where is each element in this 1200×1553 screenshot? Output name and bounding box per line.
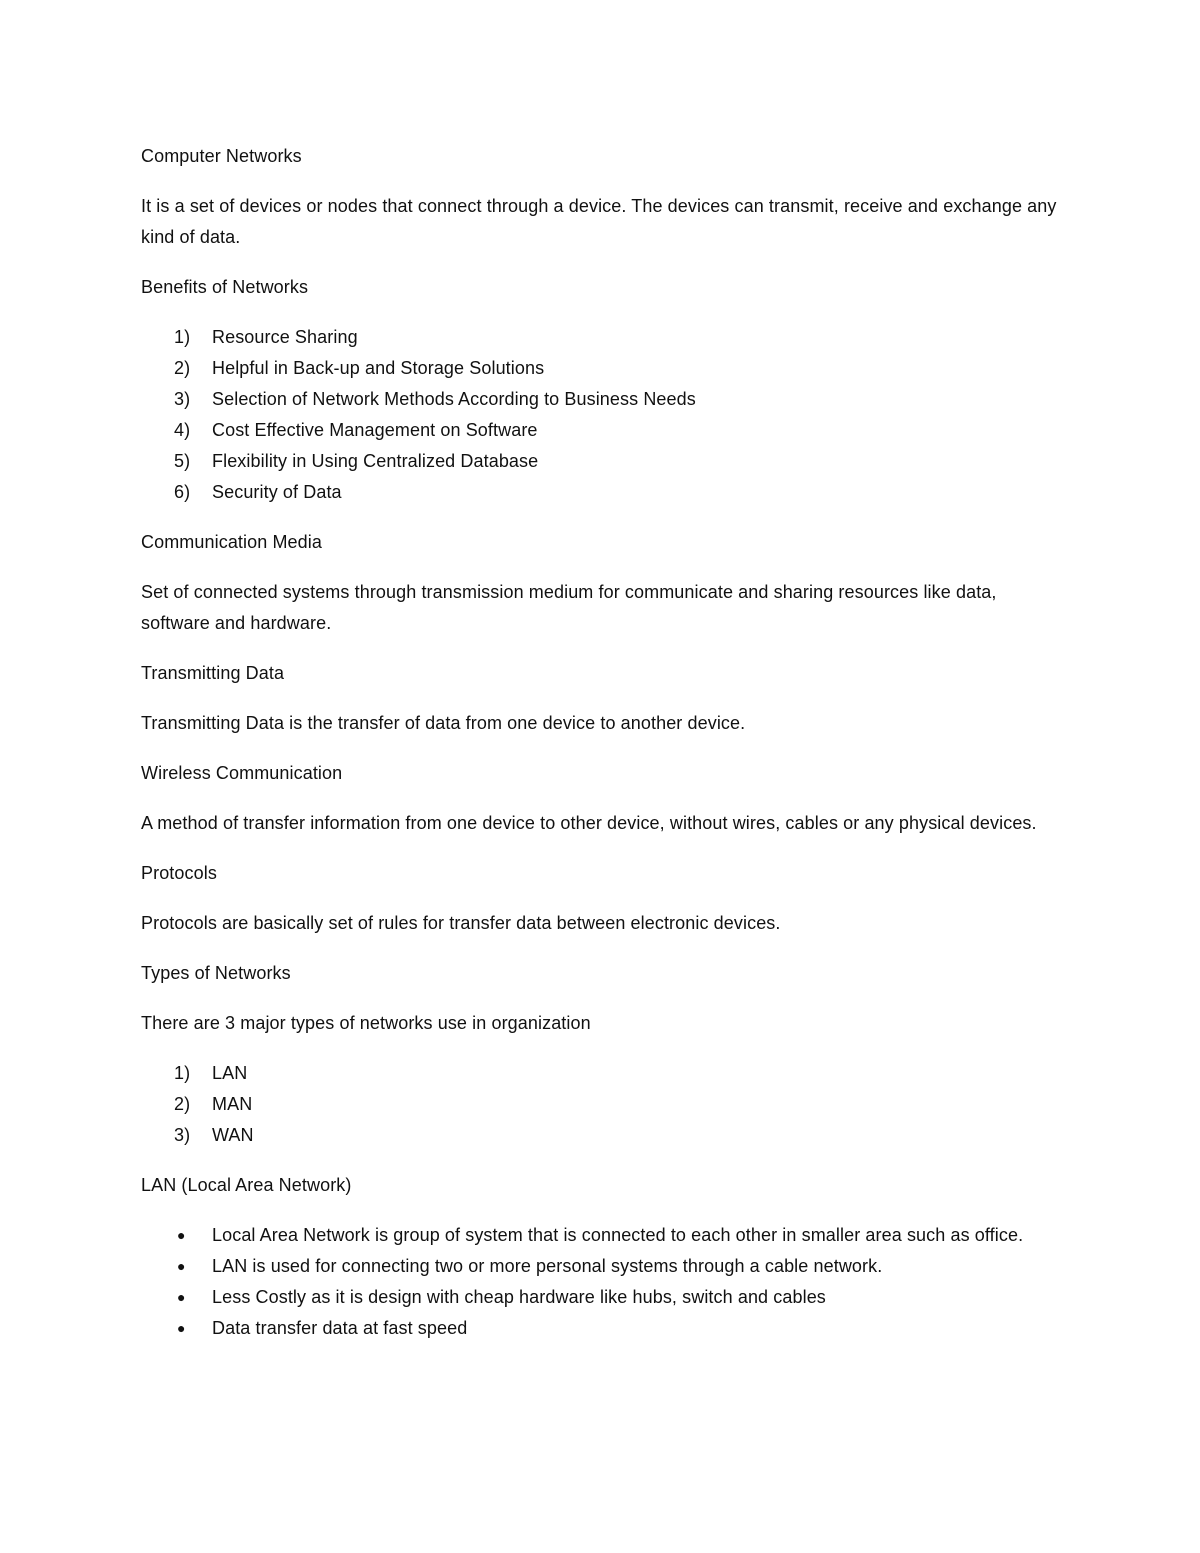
- intro-paragraph: It is a set of devices or nodes that connect through a device. The devices can transmit, receive and exchange any kind of data.: [141, 196, 1057, 247]
- list-item: [141, 353, 1061, 384]
- list-item-text: LAN is used for connecting two or more personal systems through a cable network.: [212, 1256, 883, 1276]
- list-item-text: MAN: [212, 1094, 253, 1114]
- wireless-communication-paragraph: A method of transfer information from one device to other device, without wires, cables or any physical devices.: [141, 813, 1037, 833]
- list-number: 6): [174, 482, 191, 502]
- protocols-heading: Protocols: [141, 863, 217, 883]
- list-item-text: Resource Sharing: [212, 327, 358, 347]
- list-item-text: Helpful in Back-up and Storage Solutions: [212, 358, 545, 378]
- list-item: [141, 446, 1061, 477]
- list-number: 4): [174, 420, 191, 440]
- transmitting-data-heading: Transmitting Data: [141, 663, 285, 683]
- network-types-list: [141, 1058, 1061, 1151]
- list-item-text: Cost Effective Management on Software: [212, 420, 538, 440]
- list-number: 5): [174, 451, 191, 471]
- list-item: [141, 1313, 1061, 1344]
- types-of-networks-paragraph: There are 3 major types of networks use in organization: [141, 1013, 591, 1033]
- list-item-text: Selection of Network Methods According to Business Needs: [212, 389, 696, 409]
- list-item-text: Flexibility in Using Centralized Database: [212, 451, 539, 471]
- list-item-text: WAN: [212, 1125, 254, 1145]
- list-item: [141, 415, 1061, 446]
- list-item-text: Less Costly as it is design with cheap hardware like hubs, switch and cables: [212, 1287, 826, 1307]
- list-item-text: Local Area Network is group of system that is connected to each other in smaller area such as office.: [212, 1225, 1024, 1245]
- lan-bullet-list: [141, 1220, 1061, 1344]
- list-number: 3): [174, 389, 191, 409]
- list-item-text: Security of Data: [212, 482, 342, 502]
- list-item: [141, 1220, 1061, 1251]
- types-of-networks-heading: Types of Networks: [141, 963, 291, 983]
- transmitting-data-paragraph: Transmitting Data is the transfer of data from one device to another device.: [141, 713, 746, 733]
- list-item: [141, 477, 1061, 508]
- communication-media-paragraph: Set of connected systems through transmission medium for communicate and sharing resources like data, software and hardware.: [141, 582, 997, 633]
- list-item: [141, 1089, 1061, 1120]
- document-title: Computer Networks: [141, 146, 302, 166]
- bullet-icon: ●: [177, 1320, 186, 1336]
- list-item: [141, 1120, 1061, 1151]
- list-item-text: LAN: [212, 1063, 248, 1083]
- bullet-icon: ●: [177, 1227, 186, 1243]
- list-item: [141, 322, 1061, 353]
- list-item-text: Data transfer data at fast speed: [212, 1318, 468, 1338]
- protocols-paragraph: Protocols are basically set of rules for transfer data between electronic devices.: [141, 913, 781, 933]
- benefits-heading: Benefits of Networks: [141, 277, 309, 297]
- list-item: [141, 384, 1061, 415]
- list-item: [141, 1282, 1061, 1313]
- list-item: [141, 1058, 1061, 1089]
- wireless-communication-heading: Wireless Communication: [141, 763, 343, 783]
- list-number: 1): [174, 1063, 191, 1083]
- bullet-icon: ●: [177, 1289, 186, 1305]
- document-body: [141, 141, 1061, 1363]
- bullet-icon: ●: [177, 1258, 186, 1274]
- list-number: 1): [174, 327, 191, 347]
- list-number: 2): [174, 1094, 191, 1114]
- list-number: 2): [174, 358, 191, 378]
- communication-media-heading: Communication Media: [141, 532, 322, 552]
- list-item: [141, 1251, 1061, 1282]
- benefits-list: [141, 322, 1061, 508]
- list-number: 3): [174, 1125, 191, 1145]
- lan-heading: LAN (Local Area Network): [141, 1175, 352, 1195]
